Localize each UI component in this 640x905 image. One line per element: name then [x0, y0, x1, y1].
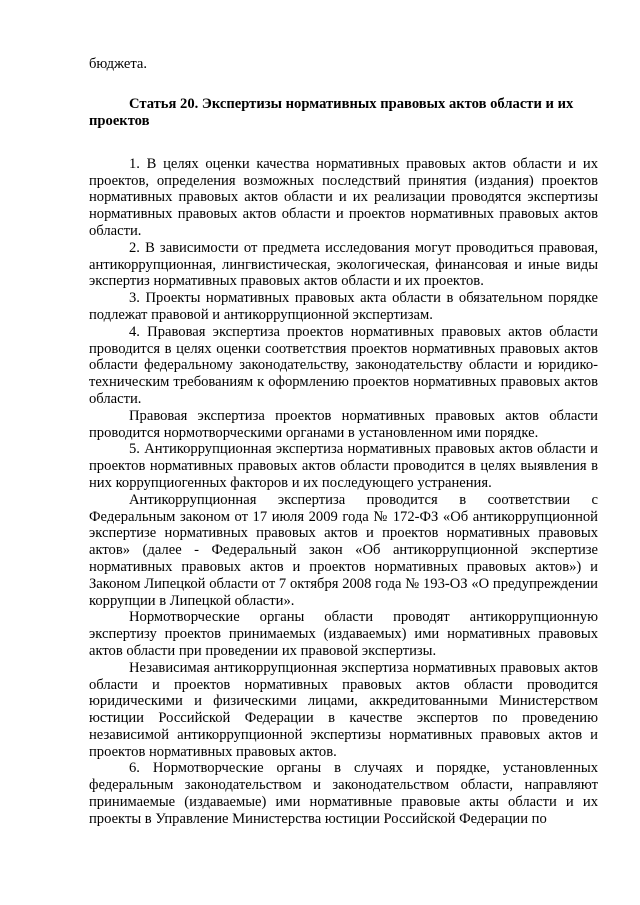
lead-fragment: бюджета. — [89, 56, 148, 72]
paragraph-10: 6. Нормотворческие органы в случаях и порядке, установленных федеральным законодательством и законодательством области, направляют принимаемые (издаваемые) ими нормативные правовые акты области и их проекты в Управление Министерства юстиции Российской Федерации по — [89, 760, 598, 827]
paragraph-7: Антикоррупционная экспертиза проводится в соответствии с Федеральным законом от 17 июля 2009 года № 172-ФЗ «Об антикоррупционной экспертизе нормативных правовых актов и проектов нормативных правовых актов» (далее - Федеральный закон «Об антикоррупционной экспертизе нормативных правовых актов и проектов нормативных правовых актов») и Законом Липецкой области от 7 октября 2008 года № 193-ОЗ «О предупреждении коррупции в Липецкой области». — [89, 491, 598, 609]
paragraph-4: 4. Правовая экспертиза проектов нормативных правовых актов области проводится в целях оценки соответствия проектов нормативных правовых актов области федеральному законодательству, законодательству области и юридико-техническим требованиям к оформлению проектов нормативных правовых актов области. — [89, 323, 598, 407]
paragraph-3: 3. Проекты нормативных правовых акта области в обязательном порядке подлежат правовой и антикоррупционной экспертизам. — [89, 290, 598, 323]
article-title: Статья 20. Экспертизы нормативных правовых актов области и их проектов — [89, 95, 574, 129]
document-page — [89, 56, 598, 828]
paragraph-8: Нормотворческие органы области проводят антикоррупционную экспертизу проектов принимаемых (издаваемых) ими нормативных правовых актов области при проведении их правовой экспертизы. — [89, 609, 598, 659]
paragraph-6: 5. Антикоррупционная экспертиза нормативных правовых актов области и проектов нормативных правовых актов области проводится в целях выявления в них коррупциогенных факторов и их последующего устранения. — [89, 441, 598, 491]
paragraph-9: Независимая антикоррупционная экспертиза нормативных правовых актов области и проектов нормативных правовых актов области проводится юридическими и физическими лицами, аккредитованными Министерством юстиции Российской Федерации в качестве экспертов по проведению независимой антикоррупционной экспертизы нормативных правовых актов и проектов нормативных правовых актов. — [89, 659, 598, 760]
paragraph-2: 2. В зависимости от предмета исследования могут проводиться правовая, антикоррупционная, лингвистическая, экологическая, финансовая и иные виды экспертиз нормативных правовых актов области и их проектов. — [89, 239, 598, 290]
paragraph-1: 1. В целях оценки качества нормативных правовых актов области и их проектов, определения возможных последствий принятия (издания) проектов нормативных правовых актов области и их реализации проводятся экспертизы нормативных правовых актов области и проектов нормативных правовых актов области. — [89, 155, 598, 239]
paragraph-5: Правовая экспертиза проектов нормативных правовых актов области проводится нормотворческими органами в установленном ими порядке. — [89, 407, 598, 441]
